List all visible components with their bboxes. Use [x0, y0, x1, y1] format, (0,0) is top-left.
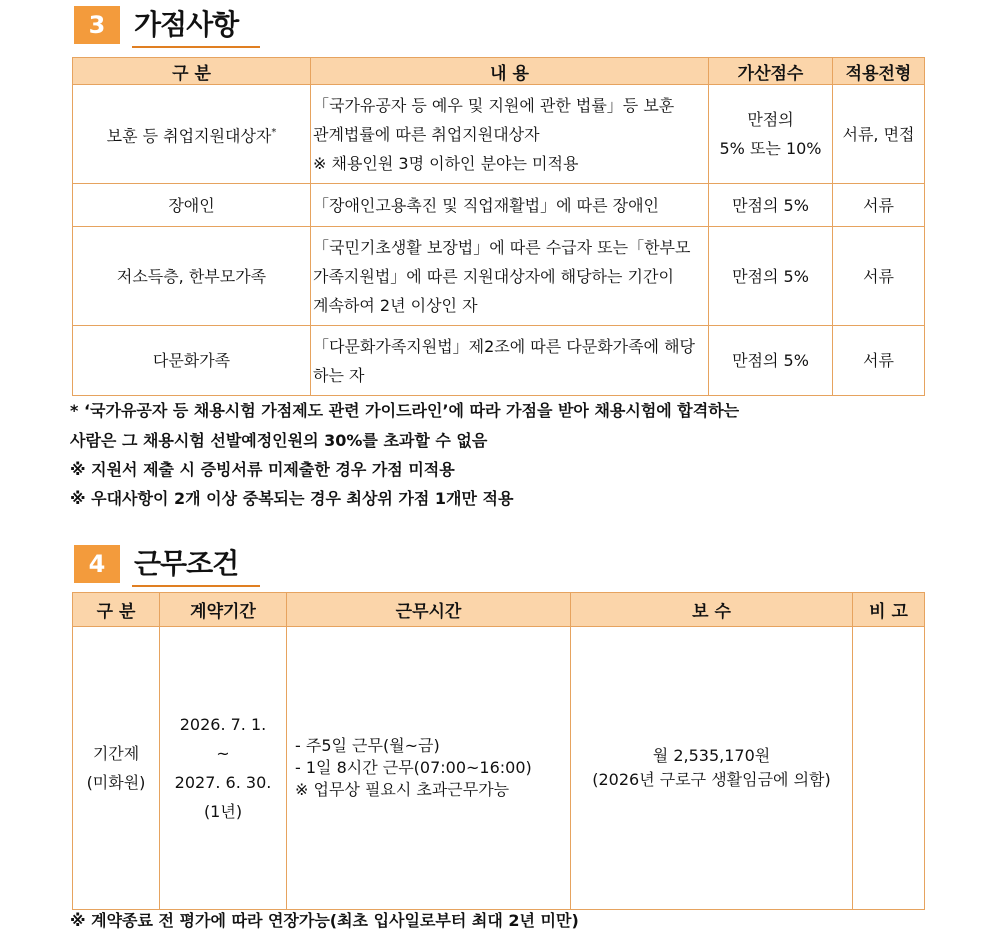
- table-row: [73, 326, 925, 396]
- table-row: [73, 85, 925, 184]
- header-remarks: 비 고: [853, 593, 925, 627]
- header-category: 구 분: [73, 58, 311, 85]
- row-content: 「장애인고용촉진 및 직업재활법」에 따른 장애인: [311, 184, 709, 227]
- row-content: 「국가유공자 등 예우 및 지원에 관한 법률」등 보훈 관계법률에 따른 취업지원대상자 ※ 채용인원 3명 이하인 분야는 미적용: [311, 85, 709, 184]
- row-points: 만점의 5% 또는 10%: [709, 85, 833, 184]
- bonus-points-table: [72, 57, 925, 396]
- work-conditions-table: [72, 592, 925, 910]
- header-category: 구 분: [73, 593, 160, 627]
- row-apply: 서류: [833, 326, 925, 396]
- section4-title: 근무조건: [134, 547, 239, 580]
- section4-number: 4: [74, 545, 120, 583]
- table-row: [73, 184, 925, 227]
- table-row: [73, 227, 925, 326]
- header-pay: 보 수: [571, 593, 853, 627]
- note-guideline-line1: * ‘국가유공자 등 채용시험 가점제도 관련 가이드라인’에 따라 가점을 받아 채용시험에 합격하는: [70, 401, 740, 420]
- note-guideline-line2: 사람은 그 채용시험 선발예정인원의 30%를 초과할 수 없음: [70, 431, 488, 450]
- table-row: [73, 627, 925, 910]
- header-hours: 근무시간: [287, 593, 571, 627]
- row-points: 만점의 5%: [709, 227, 833, 326]
- row-points: 만점의 5%: [709, 184, 833, 227]
- table-header-row: [73, 593, 925, 627]
- row-category: 다문화가족: [73, 326, 311, 396]
- section3-underline: [132, 46, 260, 48]
- row-remarks: [853, 627, 925, 910]
- footnote-mark: *: [271, 126, 277, 138]
- section3-header: [74, 6, 274, 46]
- row-category: 저소득층, 한부모가족: [73, 227, 311, 326]
- row-content: 「국민기초생활 보장법」에 따른 수급자 또는「한부모 가족지원법」에 따른 지원대상자에 해당하는 기간이 계속하여 2년 이상인 자: [311, 227, 709, 326]
- row-apply: 서류: [833, 184, 925, 227]
- row-category: 장애인: [73, 184, 311, 227]
- header-content: 내 용: [311, 58, 709, 85]
- row-hours: - 주5일 근무(월~금) - 1일 8시간 근무(07:00~16:00) ※ 업무상 필요시 초과근무가능: [287, 627, 571, 910]
- row-category: 기간제 (미화원): [73, 627, 160, 910]
- note-documents: ※ 지원서 제출 시 증빙서류 미제출한 경우 가점 미적용: [70, 460, 455, 479]
- note-duplicate: ※ 우대사항이 2개 이상 중복되는 경우 최상위 가점 1개만 적용: [70, 489, 514, 508]
- section3-title: 가점사항: [134, 8, 239, 41]
- row-points: 만점의 5%: [709, 326, 833, 396]
- section4-header: [74, 545, 274, 585]
- row-apply: 서류, 면접: [833, 85, 925, 184]
- row-pay: 월 2,535,170원 (2026년 구로구 생활임금에 의함): [571, 627, 853, 910]
- row-apply: 서류: [833, 227, 925, 326]
- row-content: 「다문화가족지원법」제2조에 따른 다문화가족에 해당 하는 자: [311, 326, 709, 396]
- section4-underline: [132, 585, 260, 587]
- row-category: 보훈 등 취업지원대상자*: [73, 85, 311, 184]
- header-apply: 적용전형: [833, 58, 925, 85]
- table-header-row: [73, 58, 925, 85]
- header-points: 가산점수: [709, 58, 833, 85]
- note-extension: ※ 계약종료 전 평가에 따라 연장가능(최초 입사일로부터 최대 2년 미만): [70, 911, 579, 930]
- header-period: 계약기간: [160, 593, 287, 627]
- section3-number: 3: [74, 6, 120, 44]
- row-period: 2026. 7. 1. ~ 2027. 6. 30. (1년): [160, 627, 287, 910]
